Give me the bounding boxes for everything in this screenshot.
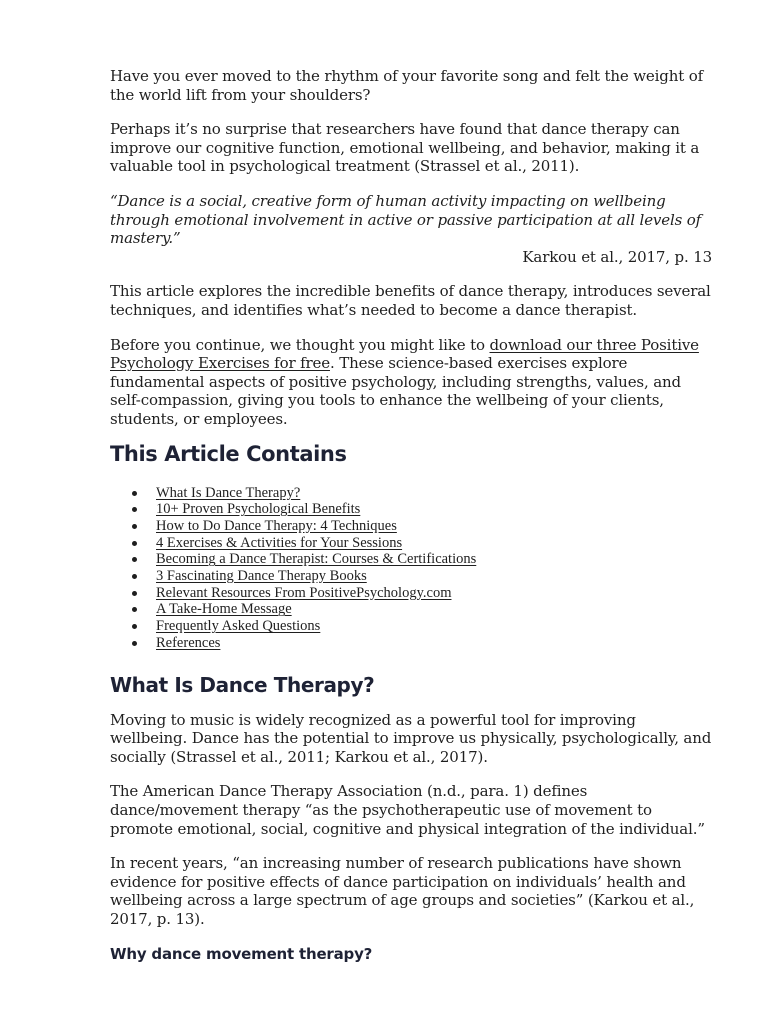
- toc-item: [132, 635, 712, 652]
- intro-paragraph-2: Perhaps it’s no surprise that researchers have found that dance therapy can improve our cognitive function, emotional wellbeing, and behavior, making it a valuable tool in psychological treatment (Strassel et al., 2011).: [110, 120, 700, 176]
- section-paragraph-2: The American Dance Therapy Association (n.d., para. 1) defines dance/movement therapy “as the psychotherapeutic use of movement to promote emotional, social, cognitive and physical integration of the individual.”: [110, 782, 705, 838]
- bullet-icon: [132, 591, 137, 596]
- toc-link-courses[interactable]: Becoming a Dance Therapist: Courses & Certifications: [156, 551, 477, 568]
- intro-p4-after: . These science-based exercises explore fundamental aspects of positive psychology, including strengths, values, and self-compassion, giving you tools to enhance the wellbeing of your clients, students, or employees.: [110, 354, 681, 428]
- toc-link-benefits[interactable]: 10+ Proven Psychological Benefits: [156, 501, 361, 518]
- subheading-why-dance-movement-therapy: Why dance movement therapy?: [110, 945, 373, 964]
- toc-item: [132, 518, 712, 535]
- bullet-icon: [132, 541, 137, 546]
- toc-item: [132, 535, 712, 552]
- toc-item: [132, 501, 712, 518]
- toc-item: [132, 485, 712, 502]
- intro-p4-before: Before you continue, we thought you might like to: [110, 335, 490, 354]
- toc-link-exercises[interactable]: 4 Exercises & Activities for Your Sessions: [156, 534, 403, 551]
- contents-heading: This Article Contains: [110, 441, 347, 466]
- intro-paragraph-4: [110, 336, 712, 429]
- toc-link-techniques[interactable]: How to Do Dance Therapy: 4 Techniques: [156, 517, 397, 534]
- intro-paragraph-3: This article explores the incredible benefits of dance therapy, introduces several techniques, and identifies what’s needed to become a dance therapist.: [110, 282, 711, 319]
- intro-paragraph-1: Have you ever moved to the rhythm of your favorite song and felt the weight of the world lift from your shoulders?: [110, 67, 704, 104]
- section-heading-what-is-dance-therapy: What Is Dance Therapy?: [110, 672, 375, 697]
- bullet-icon: [132, 524, 137, 529]
- toc-item: [132, 585, 712, 602]
- bullet-icon: [132, 607, 137, 612]
- table-of-contents: [110, 485, 712, 652]
- quote-citation: Karkou et al., 2017, p. 13: [522, 247, 712, 266]
- blockquote: “Dance is a social, creative form of human activity impacting on wellbeing through emotional involvement in active or passive participation at all levels of mastery.”: [110, 191, 702, 248]
- bullet-icon: [132, 491, 137, 496]
- toc-link-faq[interactable]: Frequently Asked Questions: [156, 618, 321, 635]
- toc-item: [132, 618, 712, 635]
- toc-link-books[interactable]: 3 Fascinating Dance Therapy Books: [156, 568, 367, 585]
- bullet-icon: [132, 557, 137, 562]
- section-paragraph-1: Moving to music is widely recognized as a powerful tool for improving wellbeing. Dance has the potential to improve us physically, psychologically, and socially (Strassel et al., 2011; Karkou et al., 2017).: [110, 710, 712, 766]
- toc-item: [132, 568, 712, 585]
- bullet-icon: [132, 507, 137, 512]
- toc-item: [132, 601, 712, 618]
- toc-link-references[interactable]: References: [156, 634, 221, 651]
- download-exercises-link[interactable]: download our three Positive Psychology Exercises for free: [110, 335, 699, 373]
- toc-item: [132, 551, 712, 568]
- section-paragraph-3: In recent years, “an increasing number of research publications have shown evidence for positive effects of dance participation on individuals’ health and wellbeing across a large spectrum of age groups and societies” (Karkou et al., 2017, p. 13).: [110, 854, 695, 928]
- bullet-icon: [132, 641, 137, 646]
- toc-link-resources[interactable]: Relevant Resources From PositivePsychology.com: [156, 584, 452, 601]
- toc-link-take-home[interactable]: A Take-Home Message: [156, 601, 292, 618]
- bullet-icon: [132, 624, 137, 629]
- bullet-icon: [132, 574, 137, 579]
- toc-link-what-is-dance-therapy[interactable]: What Is Dance Therapy?: [156, 484, 301, 501]
